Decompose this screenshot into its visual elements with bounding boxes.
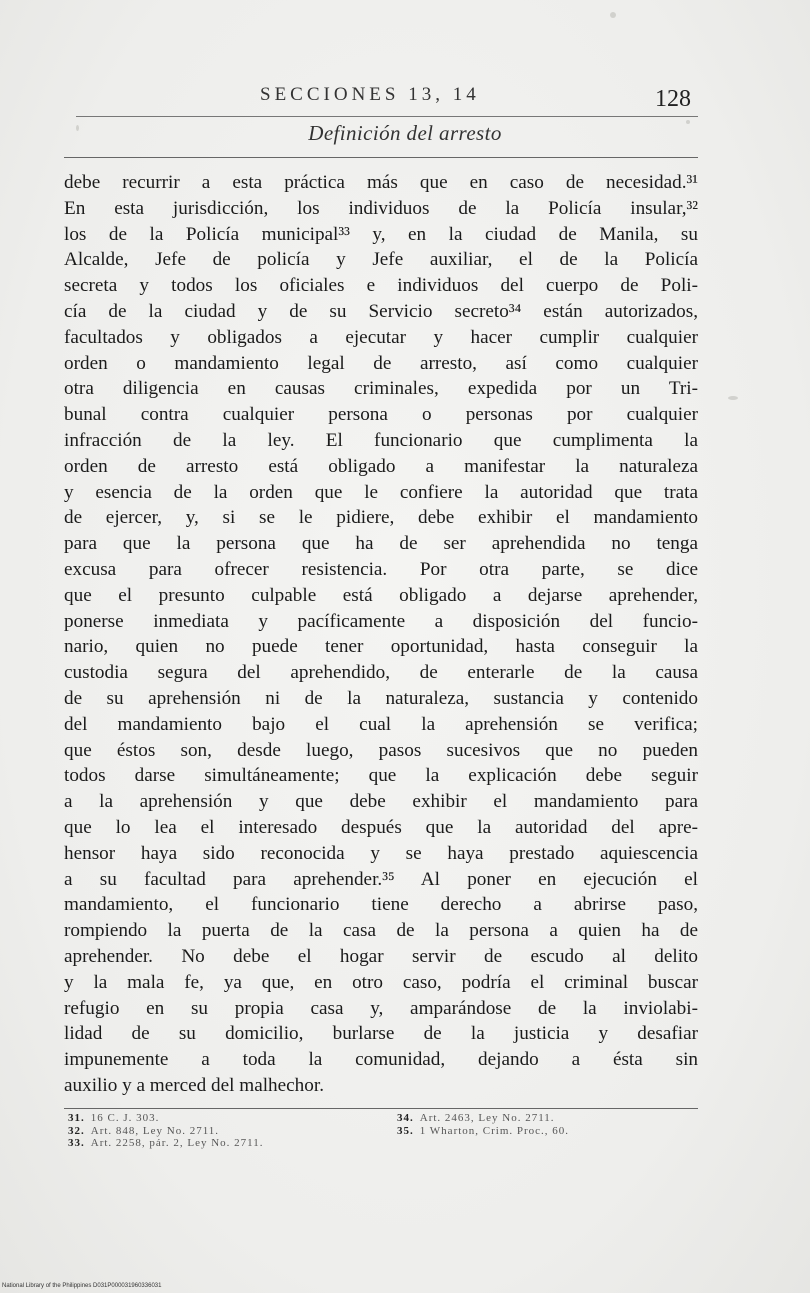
body-line: debe recurrir a esta práctica más que en caso de necesidad.³¹	[64, 172, 698, 193]
footnote-number: 35.	[397, 1124, 414, 1137]
body-line: a su facultad para aprehender.³⁵ Al poner en ejecución el	[64, 868, 698, 890]
body-line: aprehender. No debe el hogar servir de escudo al delito	[64, 945, 698, 967]
scan-credit: National Library of the Philippines D031P000031960336031	[2, 1283, 162, 1289]
body-line: hensor haya sido reconocida y se haya prestado aquiescencia	[64, 842, 698, 864]
page-number: 128	[655, 86, 691, 112]
body-line: que éstos son, desde luego, pasos sucesivos que no pueden	[64, 739, 698, 761]
body-line: orden de arresto está obligado a manifestar la naturaleza	[64, 455, 698, 477]
footnotes-left-column	[68, 1112, 264, 1150]
body-text	[64, 170, 698, 1099]
body-line: infracción de la ley. El funcionario que cumplimenta la	[64, 429, 698, 451]
body-line: ponerse inmediata y pacíficamente a disposición del funcio-	[64, 610, 698, 632]
body-line: refugio en su propia casa y, amparándose de la inviolabi-	[64, 997, 698, 1019]
body-line: cía de la ciudad y de su Servicio secreto³⁴ están autorizados,	[64, 300, 698, 322]
footnote-rule	[64, 1108, 698, 1109]
body-line: mandamiento, el funcionario tiene derecho a abrirse paso,	[64, 894, 698, 916]
footnote-number: 33.	[68, 1137, 85, 1149]
footnote	[397, 1112, 569, 1125]
scan-speck	[686, 120, 690, 124]
body-line: del mandamiento bajo el cual la aprehensión se verifica;	[64, 713, 698, 735]
body-line: Alcalde, Jefe de policía y Jefe auxiliar, el de la Policía	[64, 249, 698, 271]
footnote	[68, 1125, 264, 1138]
header-rule	[76, 116, 698, 117]
body-line: facultados y obligados a ejecutar y hacer cumplir cualquier	[64, 326, 698, 348]
body-line: bunal contra cualquier persona o personas por cualquier	[64, 404, 698, 426]
body-line: custodia segura del aprehendido, de enterarle de la causa	[64, 662, 698, 684]
body-line: orden o mandamiento legal de arresto, así como cualquier	[64, 352, 698, 374]
body-line: auxilio y a merced del malhechor.	[64, 1074, 324, 1096]
footnote-text: Art. 2258, pár. 2, Ley No. 2711.	[90, 1137, 264, 1149]
section-subtitle: Definición del arresto	[308, 121, 502, 145]
scan-speck	[610, 12, 616, 18]
footnote-text: 16 C. J. 303.	[90, 1112, 160, 1124]
footnote-text: Art. 2463, Ley No. 2711.	[419, 1112, 555, 1124]
body-line: los de la Policía municipal³³ y, en la ciudad de Manila, su	[64, 223, 698, 245]
body-line: rompiendo la puerta de la casa de la persona a quien ha de	[64, 920, 698, 942]
body-line: secreta y todos los oficiales e individuos del cuerpo de Poli-	[64, 275, 698, 297]
body-line: de su aprehensión ni de la naturaleza, sustancia y contenido	[64, 687, 698, 709]
footnotes-right-column	[397, 1112, 569, 1137]
body-line: a la aprehensión y que debe exhibir el mandamiento para	[64, 791, 698, 813]
body-line: impunemente a toda la comunidad, dejando a ésta sin	[64, 1049, 698, 1071]
footnote	[68, 1137, 264, 1150]
body-line: de ejercer, y, si se le pidiere, debe exhibir el mandamiento	[64, 507, 698, 529]
body-line: nario, quien no puede tener oportunidad, hasta conseguir la	[64, 636, 698, 658]
subtitle-rule	[64, 157, 698, 158]
footnote	[68, 1112, 264, 1125]
body-line: y la mala fe, ya que, en otro caso, podría el criminal buscar	[64, 971, 698, 993]
body-line: que el presunto culpable está obligado a dejarse aprehender,	[64, 584, 698, 606]
body-line: En esta jurisdicción, los individuos de la Policía insular,³²	[64, 197, 698, 219]
body-line: excusa para ofrecer resistencia. Por otra parte, se dice	[64, 558, 698, 580]
footnote-text: Art. 848, Ley No. 2711.	[90, 1124, 220, 1137]
footnote-number: 31.	[68, 1112, 85, 1124]
body-line: lidad de su domicilio, burlarse de la justicia y desafiar	[64, 1023, 698, 1045]
body-line: para que la persona que ha de ser aprehendida no tenga	[64, 533, 698, 555]
body-line: que lo lea el interesado después que la autoridad del apre-	[64, 816, 698, 838]
running-head: SECCIONES 13, 14	[260, 84, 480, 105]
body-line: todos darse simultáneamente; que la explicación debe seguir	[64, 765, 698, 787]
footnote	[397, 1125, 569, 1138]
footnote-number: 32.	[68, 1124, 85, 1137]
body-line: otra diligencia en causas criminales, expedida por un Tri-	[64, 378, 698, 400]
body-line: y esencia de la orden que le confiere la autoridad que trata	[64, 481, 698, 503]
footnote-number: 34.	[397, 1112, 414, 1124]
scan-speck	[728, 396, 738, 400]
footnote-text: 1 Wharton, Crim. Proc., 60.	[419, 1124, 570, 1137]
scan-speck	[76, 125, 79, 131]
